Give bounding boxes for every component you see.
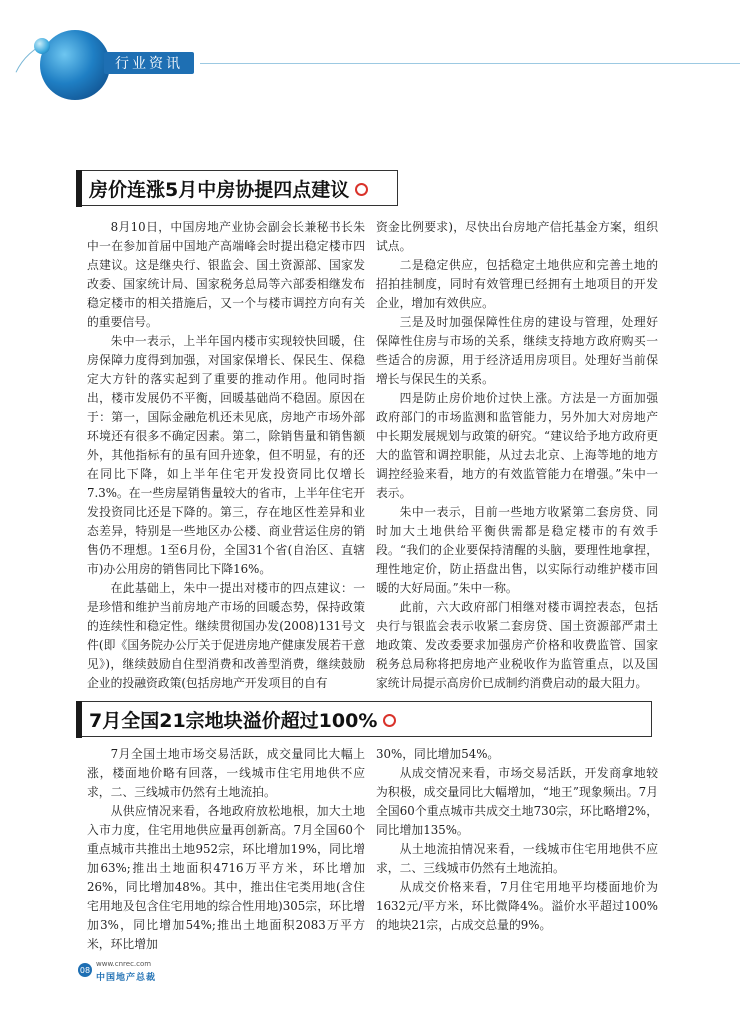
- header-rule: [200, 63, 740, 64]
- section-label-bar: [104, 52, 194, 74]
- section-label: 行业资讯: [115, 56, 183, 72]
- article1-title-box: [76, 170, 398, 206]
- title-accent-bar: [76, 701, 82, 738]
- paragraph: 从供应情况来看，各地政府放松地根，加大土地入市力度，住宅用地供应量再创新高。7月全国60个重点城市共推出土地952宗，环比增加19%，同比增加63%;推出土地面积4716万平方米，环比增加26%，同比增加48%。其中，推出住宅类用地(含住宅用地及包含住宅用地的综合性用地)305宗，环比增加3%，同比增加54%;推出土地面积2083万平方米，环比增加: [87, 804, 365, 951]
- paragraph: 从土地流拍情况来看，一线城市住宅用地供不应求，二、三线城市仍然有土地流拍。: [376, 842, 658, 875]
- paragraph: 朱中一表示，上半年国内楼市实现较快回暖，住房保障力度得到加强，对国家保增长、保民生、保稳定大方针的落实起到了重要的推动作用。他同时指出，楼市发展仍不平衡，回暖基础尚不稳固。原因在于：第一，国际金融危机还未见底，房地产市场外部环境还有很多不确定因素。第二，除销售量和销售额外，其他指标有的虽有回升迹象，但不明显，有的还在同比下降，如上半年住宅开发投资同比仅增长7.3%。在一些房屋销售量较大的省市，上半年住宅开发投资同比还是下降的。第三，存在地区性差异和业态差异，特别是一些地区办公楼、商业营运住房的销售仍不理想。1至6月份，全国31个省(自治区、直辖市)办公用房的销售同比下降16%。: [87, 334, 365, 576]
- red-ring-icon: [383, 714, 396, 727]
- header-dot-icon: [34, 38, 50, 54]
- article2-left-column: [87, 745, 365, 954]
- paragraph: 此前，六大政府部门相继对楼市调控表态，包括央行与银监会表示收紧二套房贷、国土资源部严肃土地政策、发改委要求加强房产价格和收费监管、国家税务总局称将把房地产业税收作为监管重点，以及国家统计局提示高房价已成制约消费启动的最大阻力。: [376, 600, 658, 690]
- article2-title: 7月全国21宗地块溢价超过100%: [89, 709, 378, 732]
- article1-right-column: [376, 218, 658, 693]
- page-number: 08: [78, 963, 92, 977]
- paragraph: 资金比例要求)，尽快出台房地产信托基金方案，组织试点。: [376, 220, 658, 253]
- paragraph: 7月全国土地市场交易活跃，成交量同比大幅上涨，楼面地价略有回落，一线城市住宅用地供不应求，二、三线城市仍然有土地流拍。: [87, 747, 365, 799]
- paragraph: 从成交价格来看，7月住宅用地平均楼面地价为1632元/平方米，环比微降4%。溢价水平超过100%的地块21宗，占成交总量的9%。: [376, 880, 658, 932]
- article1-left-column: [87, 218, 365, 693]
- footer-url: www.cnrec.com: [96, 960, 152, 968]
- header-globe-icon: [40, 30, 110, 100]
- article2-title-box: [76, 701, 652, 737]
- paragraph: 三是及时加强保障性住房的建设与管理，处理好保障性住房与市场的关系，继续支持地方政府购买一些适合的房源，用于经济适用房项目。处理好当前保增长与保民生的关系。: [376, 315, 658, 386]
- paragraph: 二是稳定供应，包括稳定土地供应和完善土地的招拍挂制度，同时有效管理已经拥有土地项目的开发企业，增加有效供应。: [376, 258, 658, 310]
- paragraph: 30%，同比增加54%。: [376, 747, 500, 761]
- paragraph: 8月10日，中国房地产业协会副会长兼秘书长朱中一在参加首届中国地产高端峰会时提出稳定楼市四点建议。这是继央行、银监会、国土资源部、国家发改委、国家统计局、国家税务总局等六部委相继发布稳定楼市的相关措施后，又一个与楼市调控方向有关的重要信号。: [87, 220, 365, 329]
- article2-right-column: [376, 745, 658, 935]
- red-ring-icon: [355, 183, 368, 196]
- title-accent-bar: [76, 170, 82, 207]
- magazine-name: 中国地产总裁: [96, 973, 157, 983]
- paragraph: 从成交情况来看，市场交易活跃，开发商拿地较为积极，成交量同比大幅增加，“地王”现象频出。7月全国60个重点城市共成交土地730宗，环比略增2%，同比增加135%。: [376, 766, 658, 837]
- paragraph: 朱中一表示，目前一些地方收紧第二套房贷、同时加大土地供给平衡供需都是稳定楼市的有效手段。“我们的企业要保持清醒的头脑，要理性地拿捏，理性地定价，防止捂盘出售，以实际行动维护楼市回暖的大好局面。”朱中一称。: [376, 505, 658, 595]
- paragraph: 四是防止房价地价过快上涨。方法是一方面加强政府部门的市场监测和监管能力，另外加大对房地产中长期发展规划与政策的研究。“建议给予地方政府更大的监管和调控职能，从过去北京、上海等地的地方调控经验来看，地方的有效监管能力在增强。”朱中一表示。: [376, 391, 658, 500]
- paragraph: 在此基础上，朱中一提出对楼市的四点建议：一是珍惜和维护当前房地产市场的回暖态势，保持政策的连续性和稳定性。继续贯彻国办发(2008)131号文件(即《国务院办公厅关于促进房地产健康发展若干意见》)，继续鼓励自住型消费和改善型消费，继续鼓励企业的投融资政策(包括房地产开发项目的自有: [87, 581, 365, 690]
- article1-title: 房价连涨5月中房协提四点建议: [89, 178, 350, 201]
